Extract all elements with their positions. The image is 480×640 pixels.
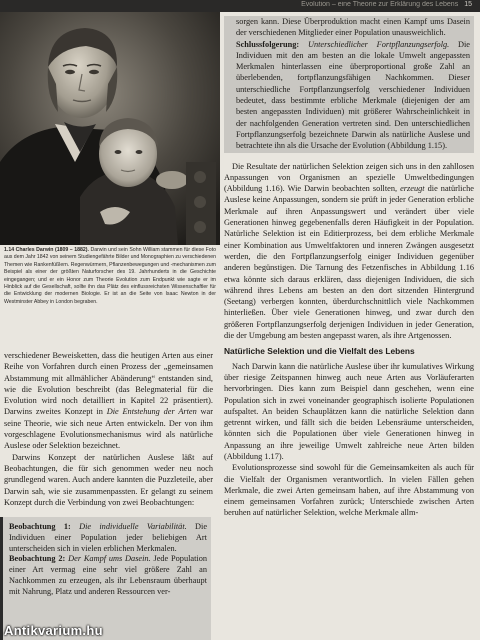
continuation-box (224, 16, 474, 153)
left-paragraph-2: Darwins Konzept der natürlichen Auslese läßt auf Beobachtungen, die für sich genommen weder neu noch grundlegend waren. Auch andere kannten die Puzzleteile, aber Darwin sah, wie sie zusammenpassten. Er gelangt zu seinem Konzept durch die Verbindung von zwei Beobachtungen: (4, 452, 213, 507)
running-header-text (301, 1, 472, 8)
section-heading: Natürliche Selektion und die Vielfalt des Lebens (224, 346, 415, 357)
observation-1-text: Die Individuen einer Population jeder beliebigen Art unterscheiden sich in vielen erblichen Merkmalen. (9, 522, 207, 553)
observation-2-text: Jede Population einer Art vermag eine sehr viel größere Zahl an Nachkommen zu erzeugen, als ihr Lebensraum überhaupt mit Nahrung, Platz und anderen Ressourcen ver- (9, 554, 207, 596)
left-p1-part-a: verschiedener Beweisketten, dass die heutigen Arten aus einer Reihe von Vorfahren durch einen Prozess der „gemeinsamen Abstammung mit allmählicher Abänderung“ entstanden sind, wie die Evolution beschreibt (das Belegmaterial für die Evolution wird noch detailliert in Kapitel 22 präsentiert). Darwins zweites Konzept in (4, 351, 213, 417)
left-p1-book-title: Die Entstehung der Arten (106, 407, 197, 417)
right-p1-part-b: die natürliche Auslese keine Anpassungen, sondern sie prüft in jeder Generation erbliche Merkmale auf ihren Anpassungswert und verändert über viele Generationen hinweg gegebenenfalls deren Häufigkeit in der Population. Natürliche Selektion ist ein Editierprozess, bei dem erbliche Merkmale einer Kombination aus Umweltfaktoren und inneren Zwängen ausgesetzt werden, die den Fortpflanzungserfolg einiger Individuen gegenüber anderen begünstigen. Die Tarnung des Fetzenfisches in Abbildung 1.16 etwa könnte sich daraus erklären, dass diejenigen Individuen, die sich während ihres Lebens am besten an den dort sitzenden Hintergrund (Seetang) verbergen konnten, überdurchschnittlich viele Nachkommen hinterließen. Über viele Generationen hinweg, und zwar durch den größeren Fortpflanzungserfolg derjenigen Individuen in jeder Generation, die der Umgebung am besten angepasst waren, als ihre Artgenossen. (224, 184, 474, 341)
left-paragraph-1 (4, 350, 213, 452)
right-paragraph-2: Nach Darwin kann die natürliche Auslese über ihr kumulatives Wirkung über riesige Zeitspannen hinweg auch neue Arten aus Vorläuferarten hervorbringen. Dies kann zum Beispiel dann geschehen, wenn eine Population sich in zwei voneinander geographisch isolierte Populationen aufspaltet. An beiden Schauplätzen kann die natürliche Selektion dann getrennt wirken, und fällt sich die beiden Lebensräume unterscheiden, könnten sich die Populationen über viele Generationen hinweg in Anpassung an ihre jeweilige Umwelt zahlreiche neue Arten bilden (Abbildung 1.17). (224, 361, 474, 461)
observations-box (0, 517, 211, 640)
conclusion (236, 39, 470, 152)
caption-body: Darwin und sein Sohn William stammen für diese Foto aus dem Jahr 1842 von seinem Studiengefährte Bilder und Monographien zu verschiedenen Themen wie Rankenfüßlern. Regenwürmern, Pflanzenbewegungen und -mechanismen zum Beispiel als einer der größten Naturforscher des 19. Jahrhunderts in die Geschichte eingegangen; und er ein Honor zum Theorie Evolution zum Endpunkt wie sagte er im Hinblick auf die Gesellschaft, sollte ihn das Plätz des einflussreichsten Wissenschaftler für die Entwicklung der modernen Biologie. Er ist an die Seite von Isaac Newton in der Westminster Abbey in London begraben. (4, 247, 216, 305)
conclusion-label: Schlussfolgerung: (236, 39, 300, 49)
conclusion-text: Die Individuen mit den am besten an die lokale Umwelt angepassten Merkmalen hinterlassen eine überproportional große Zahl an überlebenden, fortpflanzungsfähigen Nachkommen. Dieser unterschiedliche Fortpflanzungserfolg verschiedener Individuen bedeutet, dass bestimmte erbliche Merkmale (diejenigen der am besten angepassten Individuen) mit größerer Wahrscheinlichkeit in der nachfolgenden Generation vertreten sind. Den unterschiedlichen Fortpflanzungserfolg bezeichnete Darwin als natürliche Auslese und betrachtete ihn als die Ursache der Evolution (Abbildung 1.15). (236, 39, 470, 151)
right-column-text (224, 16, 474, 630)
page-number: 15 (464, 1, 472, 8)
left-p1-part-b: war seine Theorie, wie sich neue Arten entwickeln. Der von ihm vorgeschlagene Evolutionsmechanismus wird als natürliche Auslese oder Selektion bezeichnet. (4, 407, 213, 451)
running-header (0, 0, 480, 12)
right-p1-part-a: Die Resultate der natürlichen Selektion zeigen sich uns in den zahllosen Anpassungen von Organismen an spezielle Umweltbedingungen (Abbildung 1.16). Wie Darwin beobachten sollten, (224, 161, 474, 194)
observation-1-title: Die individuelle Variabilität. (79, 522, 187, 531)
running-title: Evolution – eine Theorie zur Erklärung des Lebens (301, 1, 459, 8)
observation-2-title: Der Kampf ums Dasein. (68, 554, 151, 564)
darwin-photograph (0, 12, 220, 245)
right-paragraph-1 (224, 161, 474, 342)
right-paragraph-3: Evolutionsprozesse sind sowohl für die Gemeinsamkeiten als auch für die Vielfalt der Organismen verantwortlich. In vielen Fällen gehen Merkmale, die zwei Arten gemeinsam haben, auf ihre Abstammung von einem gemeinsamen Vorfahren zurück; Unterschiede zwischen Arten beruhen auf natürlicher Selektion, welche Merkmale allm- (224, 463, 474, 518)
conclusion-title: Unterschiedlicher Fortpflanzungserfolg. (307, 39, 450, 49)
left-column-text (4, 350, 213, 510)
observation-2-label: Beobachtung 2: (9, 554, 66, 564)
right-p1-emphasis: erzeugt (400, 184, 425, 194)
caption-title: 1.14 Charles Darwin (1809 – 1882). (4, 247, 89, 253)
observation-1-label: Beobachtung 1: (9, 522, 71, 531)
watermark: Antikvarium.hu (4, 623, 103, 638)
figure-caption (4, 247, 216, 339)
observation-1 (9, 522, 207, 554)
continuation-text: sorgen kann. Diese Überproduktion macht einen Kampf ums Dasein der verschiedenen Mitglieder einer Population unausweichlich. (236, 17, 470, 38)
observation-2 (9, 554, 207, 597)
